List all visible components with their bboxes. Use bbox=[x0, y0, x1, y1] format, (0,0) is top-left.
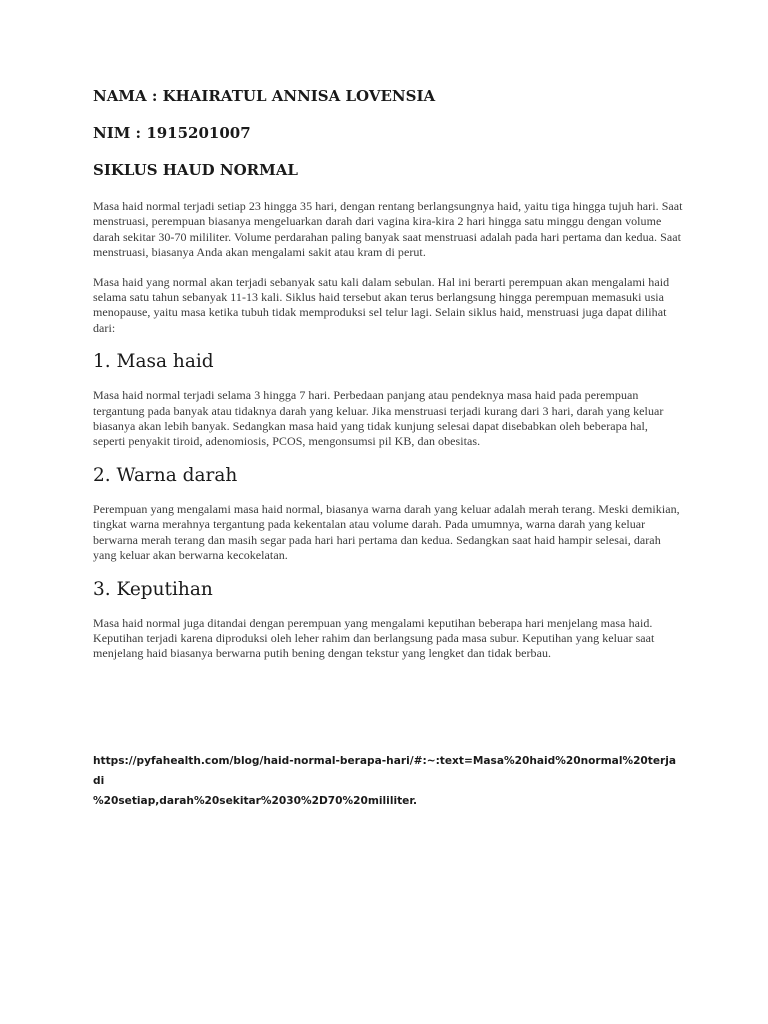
intro-paragraph-1: Masa haid normal terjadi setiap 23 hingga 35 hari, dengan rentang berlangsungnya haid, yaitu tiga hingga tujuh hari. Saat menstruasi, perempuan biasanya mengeluarkan darah dari vagina kira-kira 2 hari hingga satu minggu dengan volume darah sekitar 30-70 mililiter. Volume perdarahan paling banyak saat menstruasi adalah pada hari pertama dan kedua. Saat menstruasi, biasanya Anda akan mengalami sakit atau kram di perut. bbox=[93, 199, 683, 260]
section-text-masa-haid: Masa haid normal terjadi selama 3 hingga 7 hari. Perbedaan panjang atau pendeknya masa haid pada perempuan tergantung pada banyak atau tidaknya darah yang keluar. Jika menstruasi terjadi kurang dari 3 hari, darah yang keluar biasanya akan lebih banyak. Sedangkan masa haid yang tidak kunjung selesai dapat disebabkan oleh beberapa hal, seperti penyakit tiroid, adenomiosis, PCOS, mengonsumsi pil KB, dan obesitas. bbox=[93, 388, 664, 449]
source-url-line-2[interactable]: %20setiap,darah%20sekitar%2030%2D70%20mililiter. bbox=[93, 795, 418, 807]
source-reference bbox=[93, 751, 683, 811]
source-url-line-1[interactable]: https://pyfahealth.com/blog/haid-normal-berapa-hari/#:~:text=Masa%20haid%20normal%20terjadi bbox=[93, 755, 677, 787]
document-title: SIKLUS HAUD NORMAL bbox=[93, 161, 298, 179]
section-text-warna-darah: Perempuan yang mengalami masa haid normal, biasanya warna darah yang keluar adalah merah terang. Meski demikian, tingkat warna merahnya tergantung pada kekentalan atau volume darah. Pada umumnya, warna darah yang keluar berwarna merah terang dan masih segar pada hari hari pertama dan kedua. Sedangkan saat haid hampir selesai, darah yang keluar akan berwarna kecokelatan. bbox=[93, 501, 680, 563]
section-heading-keputihan: 3. Keputihan bbox=[93, 578, 213, 600]
intro-paragraph-2: Masa haid yang normal akan terjadi sebanyak satu kali dalam sebulan. Hal ini berarti perempuan akan mengalami haid selama satu tahun sebanyak 11-13 kali. Siklus haid tersebut akan terus berlangsung hingga perempuan memasuki usia menopause, yaitu masa ketika tubuh tidak memproduksi sel telur lagi. Selain siklus haid, menstruasi juga dapat dilihat dari: bbox=[93, 274, 670, 335]
section-heading-masa-haid: 1. Masa haid bbox=[93, 351, 214, 373]
section-text-keputihan: Masa haid normal juga ditandai dengan perempuan yang mengalami keputihan beberapa hari menjelang masa haid. Keputihan terjadi karena diproduksi oleh leher rahim dan berlangsung pada masa subur. Keputihan yang keluar saat menjelang haid biasanya berwarna putih bening dengan tekstur yang lengket dan tidak berbau. bbox=[93, 615, 655, 661]
document-page bbox=[93, 86, 683, 662]
student-name: NAMA : KHAIRATUL ANNISA LOVENSIA bbox=[93, 87, 436, 105]
section-heading-warna-darah: 2. Warna darah bbox=[93, 464, 238, 486]
student-nim: NIM : 1915201007 bbox=[93, 124, 251, 142]
